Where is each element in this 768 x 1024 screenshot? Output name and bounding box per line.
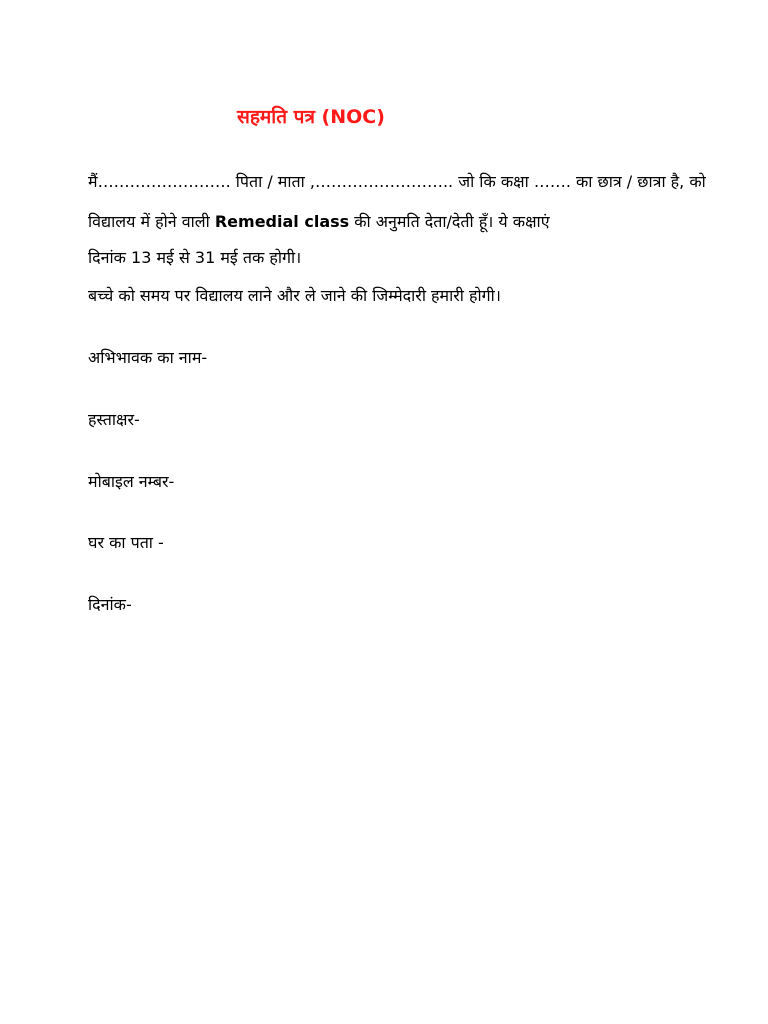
guardian-name-label: अभिभावक का नाम-: [88, 348, 208, 367]
document-title: सहमति पत्र (NOC): [237, 106, 385, 128]
consent-line-3: दिनांक 13 मई से 31 मई तक होगी।: [88, 248, 302, 267]
consent-line-2-end: की अनुमति देता/देती हूँ। ये कक्षाएं: [349, 212, 550, 231]
consent-line-4: बच्चे को समय पर विद्यालय लाने और ले जाने की जिम्मेदारी हमारी होगी।: [88, 286, 501, 305]
signature-label: हस्ताक्षर-: [88, 410, 140, 429]
consent-line-2: [88, 212, 550, 231]
mobile-number-label: मोबाइल नम्बर-: [88, 472, 175, 491]
date-label: दिनांक-: [88, 595, 132, 614]
home-address-label: घर का पता -: [88, 533, 164, 552]
consent-line-1: मैं……………………. पिता / माता ,…………………….. जो कि कक्षा ……. का छात्र / छात्रा है, को: [88, 172, 706, 191]
remedial-class-text: Remedial class: [214, 212, 350, 231]
consent-line-2-start: विद्यालय में होने वाली: [88, 212, 215, 231]
